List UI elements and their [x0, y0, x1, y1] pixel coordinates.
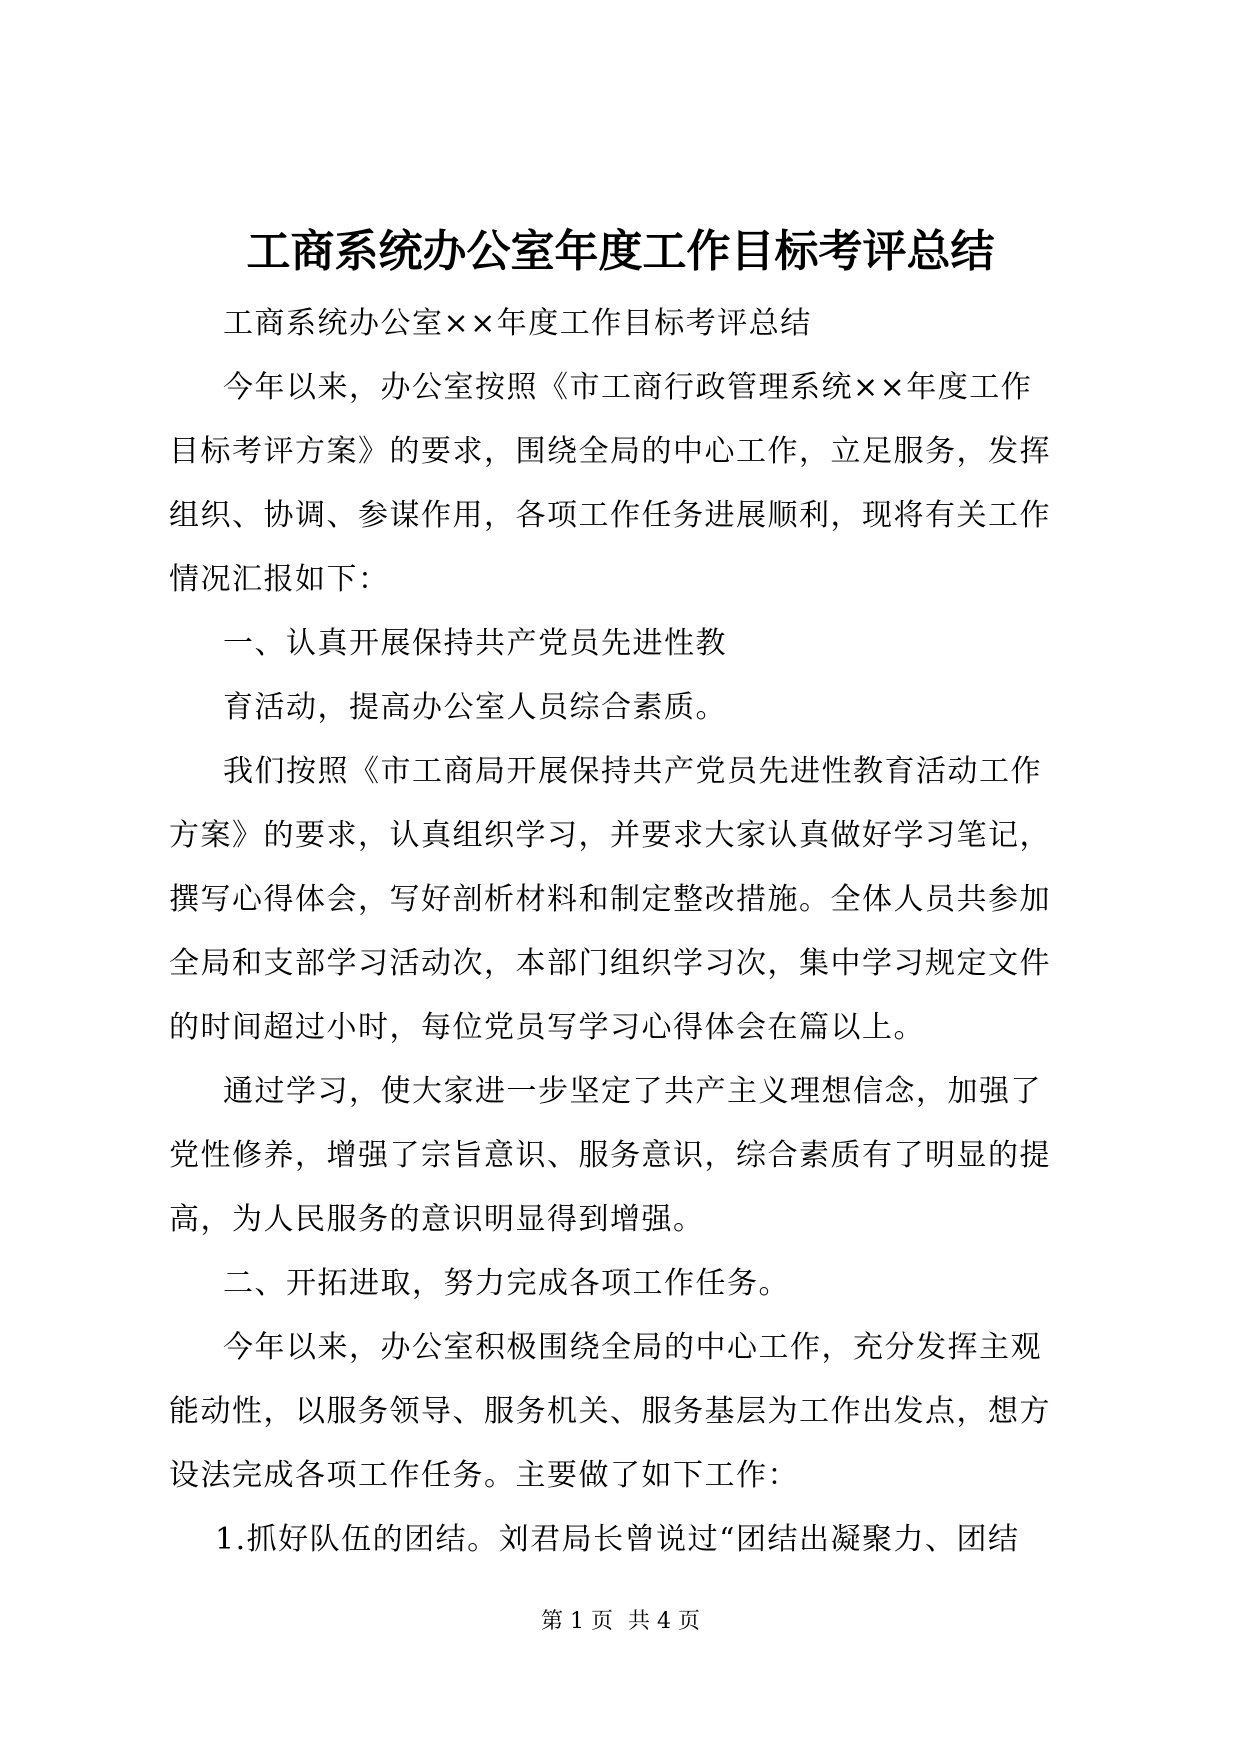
document-title: 工商系统办公室年度工作目标考评总结 — [246, 226, 995, 277]
body-line: 撰写心得体会，写好剖析材料和制定整改措施。全体人员共参加 — [169, 882, 1051, 917]
body-line: 党性修养，增强了宗旨意识、服务意识，综合素质有了明显的提 — [169, 1138, 1051, 1173]
body-line: 通过学习，使大家进一步坚定了共产主义理想信念，加强了 — [223, 1074, 1042, 1109]
page-footer — [0, 1607, 1241, 1637]
body-line: 情况汇报如下： — [169, 562, 390, 597]
body-line: 高，为人民服务的意识明显得到增强。 — [169, 1202, 705, 1237]
body-line: 工商系统办公室××年度工作目标考评总结 — [223, 306, 812, 341]
document-body — [169, 292, 1081, 1572]
body-line: 的时间超过小时，每位党员写学习心得体会在篇以上。 — [169, 1010, 925, 1045]
body-line: 设法完成各项工作任务。主要做了如下工作： — [169, 1458, 799, 1493]
body-line: 今年以来，办公室积极围绕全局的中心工作，充分发挥主观 — [223, 1330, 1042, 1365]
body-line: 方案》的要求，认真组织学习，并要求大家认真做好学习笔记， — [169, 818, 1051, 853]
page-number: 第 1 页 — [541, 1609, 613, 1634]
body-line: 能动性，以服务领导、服务机关、服务基层为工作出发点，想方 — [169, 1394, 1051, 1429]
section-heading: 二、开拓进取，努力完成各项工作任务。 — [223, 1266, 790, 1301]
body-line: 组织、协调、参谋作用，各项工作任务进展顺利，现将有关工作 — [169, 498, 1051, 533]
page-total: 共 4 页 — [628, 1609, 700, 1634]
section-heading: 育活动，提高办公室人员综合素质。 — [223, 690, 727, 725]
body-line: 我们按照《市工商局开展保持共产党员先进性教育活动工作 — [223, 754, 1042, 789]
section-heading: 一、认真开展保持共产党员先进性教 — [223, 626, 727, 661]
list-item: 1.抓好队伍的团结。刘君局长曾说过“团结出凝聚力、团结 — [215, 1522, 1020, 1557]
body-line: 全局和支部学习活动次，本部门组织学习次，集中学习规定文件 — [169, 946, 1051, 981]
body-line: 目标考评方案》的要求，围绕全局的中心工作，立足服务，发挥 — [169, 434, 1051, 469]
body-line: 今年以来，办公室按照《市工商行政管理系统××年度工作 — [223, 370, 1033, 405]
